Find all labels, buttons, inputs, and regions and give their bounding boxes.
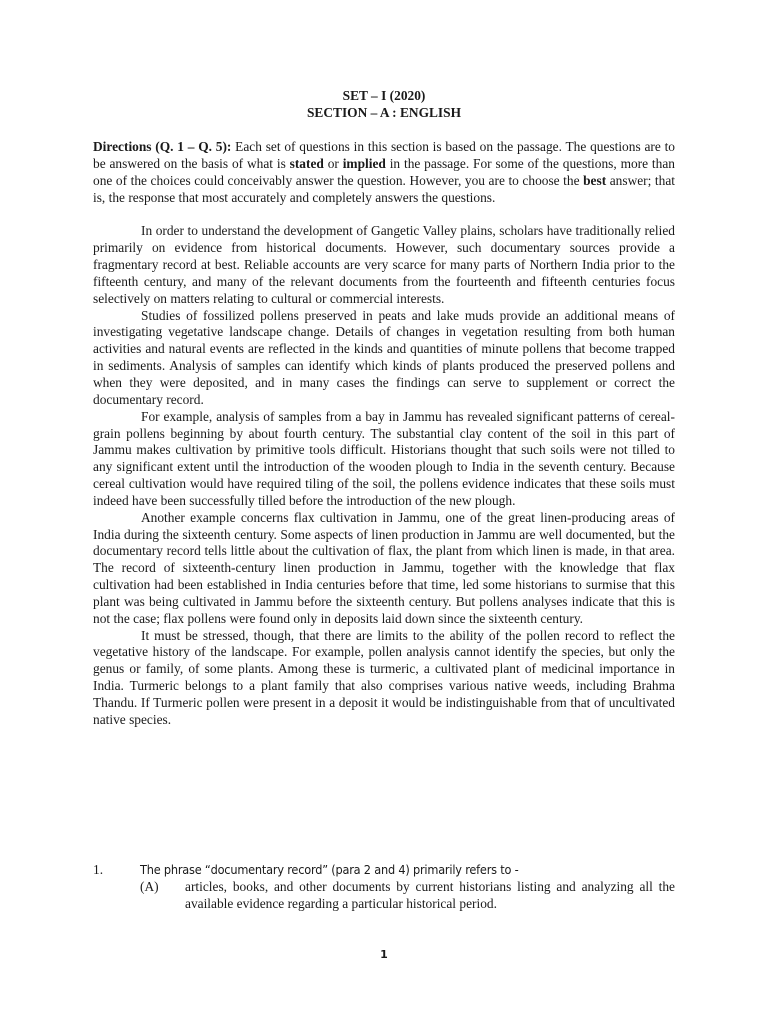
question-stem: The phrase “documentary record” (para 2 and 4) primarily refers to - (140, 862, 519, 877)
directions-stated: stated (289, 155, 324, 171)
section-heading: SECTION – A : ENGLISH (306, 105, 462, 120)
directions-label: Directions (Q. 1 – Q. 5): (93, 139, 232, 154)
directions-text-1: Each set of questions in this section is based on the passage. The questions are to be answered on the basis of what is (93, 139, 675, 171)
page-number: 1 (380, 948, 388, 961)
option-a[interactable] (140, 878, 675, 912)
question-1 (93, 861, 675, 912)
directions-text-4: answer; that is, the response that most accurately and completely answers the questions. (93, 172, 675, 205)
passage-paragraph-1: In order to understand the development of Gangetic Valley plains, scholars have traditionally relied primarily on evidence from historical documents. However, such documentary sources provide a fragmentary record at best. Reliable accounts are very scarce for many parts of Northern India prior to the fifteenth century, and many of the relevant documents from the fourteenth and fifteenth centuries focus selectively on matters relating to cultural or commercial interests. (93, 223, 675, 306)
passage-paragraph-2: Studies of fossilized pollens preserved in peats and lake muds provide an additional means of investigating vegetative landscape change. Details of changes in vegetation resulting from both human activities and natural events are reflected in the kinds and quantities of minute pollens that become trapped in sediments. Analysis of samples can identify which kinds of plants produced the preserved pollens and when they were deposited, and in many cases the findings can serve to supplement or correct the documentary record. (93, 307, 675, 407)
directions-text-2: or (323, 155, 343, 171)
document-page (93, 87, 675, 729)
question-number: 1. (93, 862, 104, 877)
directions-paragraph (93, 139, 675, 206)
directions-best: best (583, 172, 607, 188)
passage-paragraph-3: For example, analysis of samples from a bay in Jammu has revealed significant patterns of cereal-grain pollens beginning by about fourth century. The substantial clay content of the soil in this part of Jammu makes cultivation by primitive tools difficult. Historians thought that such soils were not tilled to any significant extent until the introduction of the wooden plough to India in the seventh century. Because cereal cultivation would have required tiling of the soil, the pollens evidence indicates that these soils must indeed have been successfully tilled before the introduction of the new plough. (93, 408, 675, 508)
directions-implied: implied (342, 155, 386, 171)
set-heading: SET – I (2020) (342, 88, 426, 103)
passage (93, 223, 675, 728)
option-text: articles, books, and other documents by current historians listing and analyzing all the available evidence regarding a particular historical period. (185, 879, 675, 911)
passage-paragraph-5: It must be stressed, though, that there are limits to the ability of the pollen record to reflect the vegetative history of the landscape. For example, pollen analysis cannot identify the species, but only the genus or family, of some plants. Among these is turmeric, a cultivated plant of medicinal importance in India. Turmeric belongs to a plant family that also comprises various native weeds, including Brahma Thandu. If Turmeric pollen were present in a deposit it would be indistinguishable from that of uncultivated native species. (93, 627, 675, 727)
directions-text-3: in the passage. For some of the questions, more than one of the choices could conceivably answer the question. However, you are to choose the (93, 155, 675, 188)
passage-paragraph-4: Another example concerns flax cultivation in Jammu, one of the great linen-producing areas of India during the sixteenth century. Some aspects of linen production in Jammu are well documented, but the documentary record tells little about the cultivation of flax, the plant from which linen is made, in that area. The record of sixteenth-century linen production in Jammu, together with the knowledge that flax cultivation had been established in India centuries before that time, led some historians to surmise that this plant was being cultivated in Jammu before the sixteenth century. But pollens analyses indicate that this is not the case; flax pollens were found only in deposits laid down since the sixteenth century. (93, 509, 675, 626)
question-stem-row (93, 861, 675, 878)
option-label: (A) (140, 879, 159, 894)
